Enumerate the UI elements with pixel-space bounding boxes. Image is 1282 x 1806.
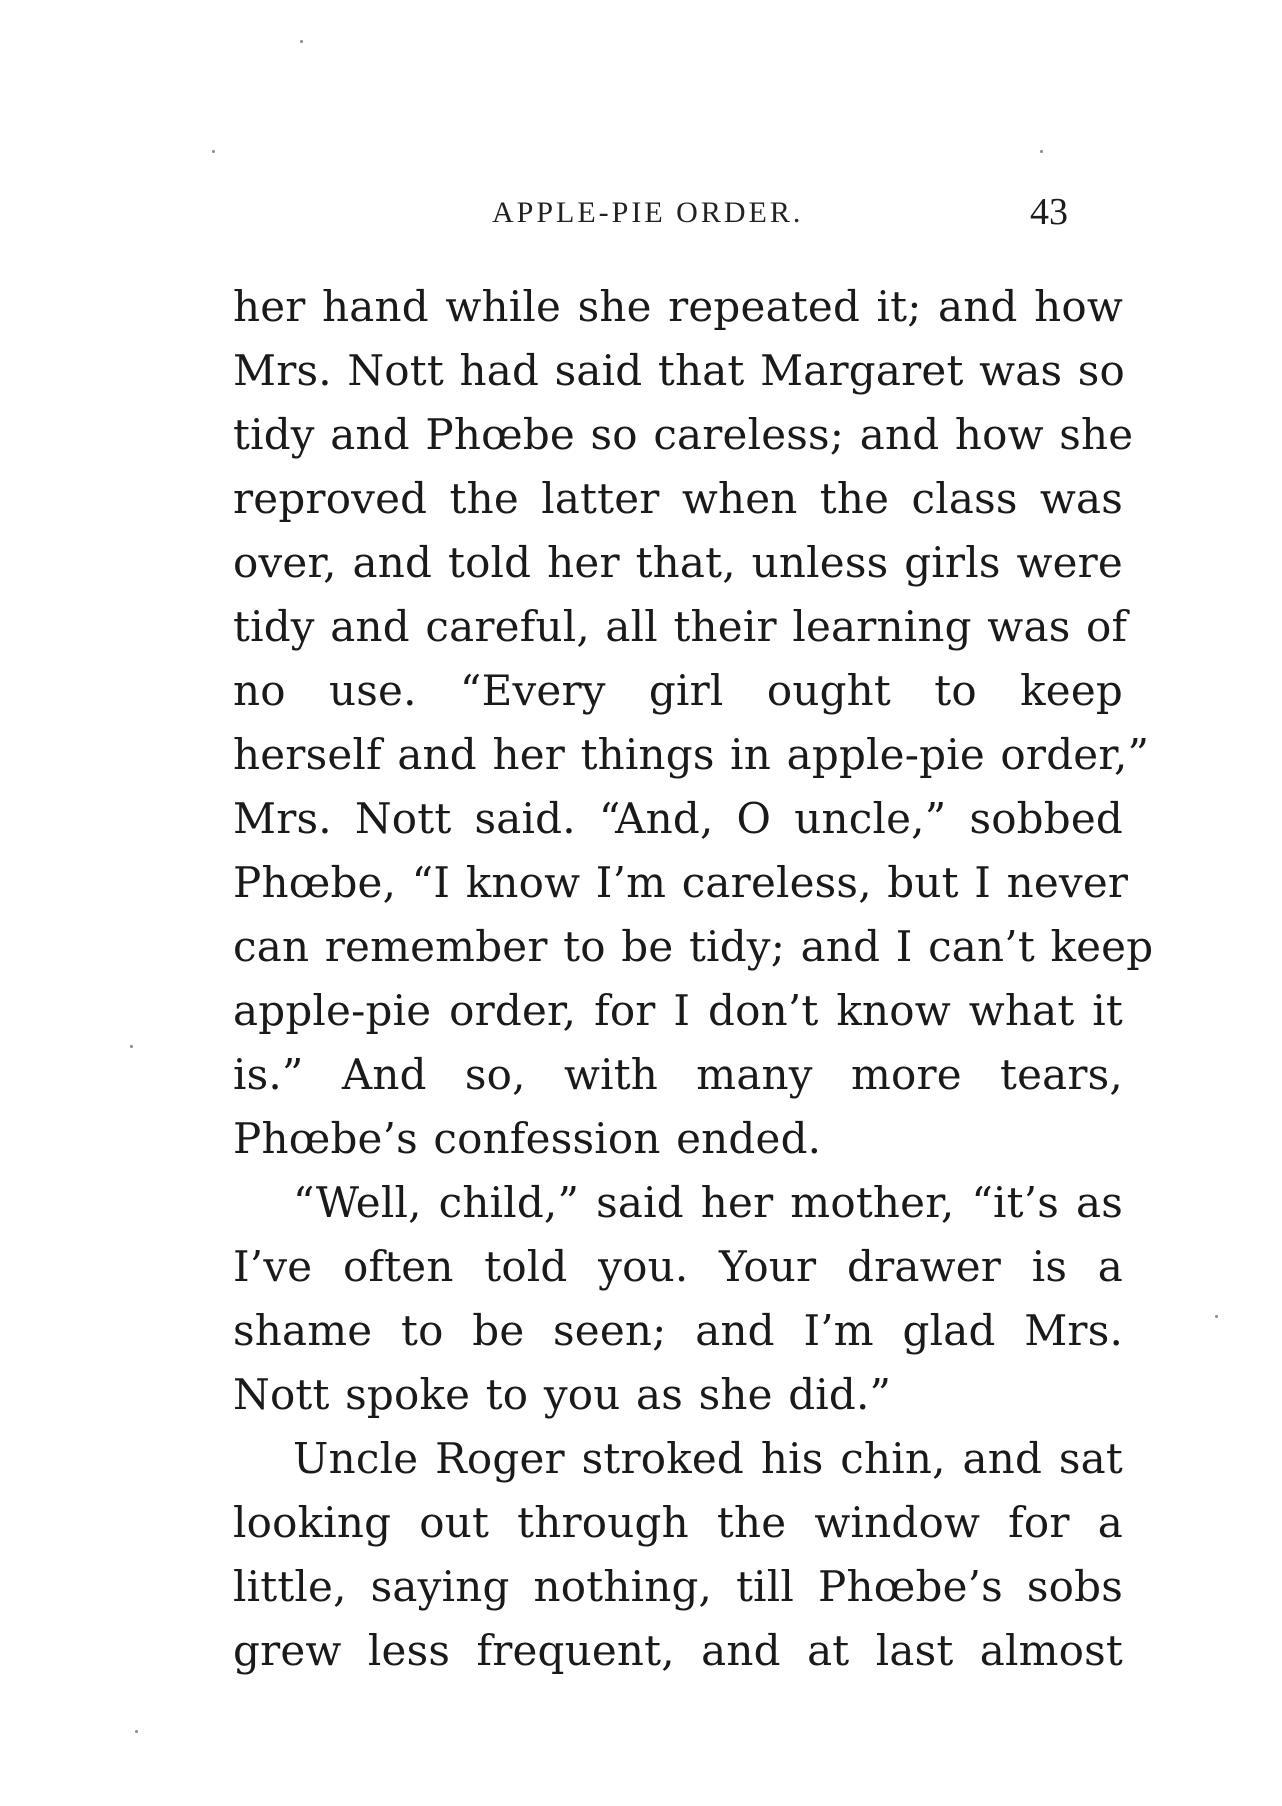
text-line: shame to be seen; and I’m glad Mrs. <box>233 1306 1123 1355</box>
body-text <box>233 275 1154 1683</box>
text-line: grew less frequent, and at last almost <box>233 1626 1123 1675</box>
text-line: tidy and careful, all their learning was of <box>233 602 1128 651</box>
running-head <box>470 191 1110 236</box>
paragraph-end-line: Phœbe’s confession ended. <box>233 1114 822 1163</box>
paragraph-start-line: Uncle Roger stroked his chin, and sat <box>293 1434 1123 1483</box>
paper-speck <box>1040 150 1043 153</box>
text-line: over, and told her that, unless girls were <box>233 538 1123 587</box>
page-number: 43 <box>1030 191 1068 233</box>
text-line: looking out through the window for a <box>233 1498 1123 1547</box>
paragraph-start-line: “Well, child,” said her mother, “it’s as <box>293 1178 1123 1227</box>
text-line: Mrs. Nott had said that Margaret was so <box>233 346 1126 395</box>
text-line: Phœbe, “I know I’m careless, but I never <box>233 858 1129 907</box>
text-line: herself and her things in apple-pie order,” <box>233 730 1150 779</box>
text-line: is.” And so, with many more tears, <box>233 1050 1123 1099</box>
text-line: tidy and Phœbe so careless; and how she <box>233 410 1134 459</box>
paper-speck <box>1215 1315 1218 1318</box>
text-line: I’ve often told you. Your drawer is a <box>233 1242 1123 1291</box>
text-line: her hand while she repeated it; and how <box>233 282 1123 331</box>
paper-speck <box>135 1730 138 1733</box>
text-line: can remember to be tidy; and I can’t keep <box>233 922 1154 971</box>
text-line: Mrs. Nott said. “And, O uncle,” sobbed <box>233 794 1123 843</box>
text-line: apple-pie order, for I don’t know what it <box>233 986 1123 1035</box>
running-title: APPLE-PIE ORDER. <box>492 196 804 229</box>
text-line: no use. “Every girl ought to keep <box>233 666 1123 715</box>
paper-speck <box>130 1045 133 1048</box>
paper-speck <box>212 150 215 153</box>
text-line: reproved the latter when the class was <box>233 474 1123 523</box>
text-line: little, saying nothing, till Phœbe’s sobs <box>233 1562 1123 1611</box>
paper-speck <box>300 40 303 43</box>
paragraph-end-line: Nott spoke to you as she did.” <box>233 1370 892 1419</box>
